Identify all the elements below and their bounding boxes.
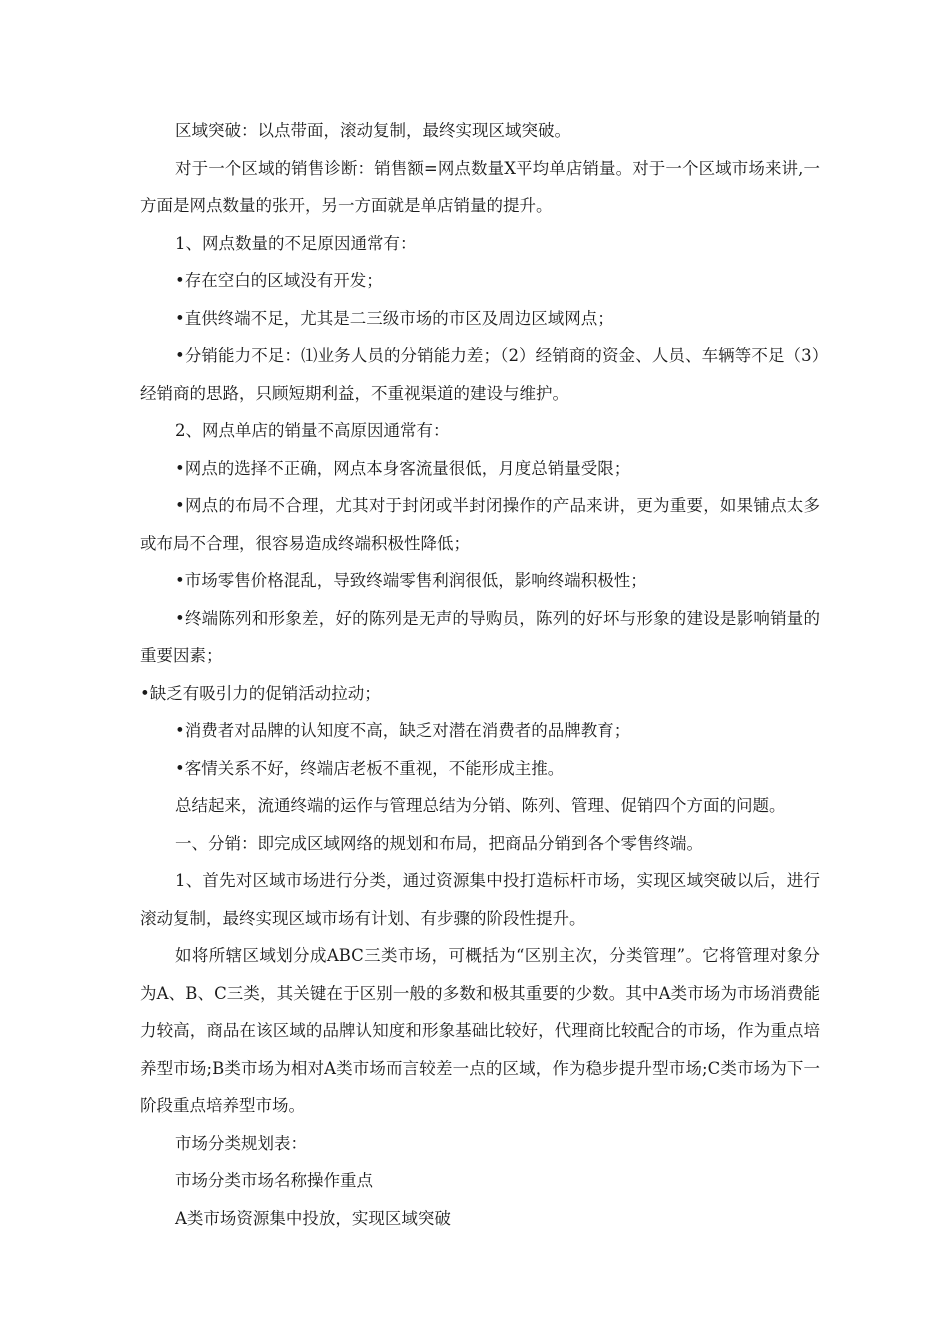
list-item-outlet-layout: •网点的布局不合理，尤其对于封闭或半封闭操作的产品来讲，更为重要，如果铺点太多或布局不合理，很容易造成终端积极性降低； xyxy=(140,496,820,553)
paragraph-summary: 总结起来，流通终端的运作与管理总结为分销、陈列、管理、促销四个方面的问题。 xyxy=(175,796,786,815)
paragraph-market-classification: 1、首先对区域市场进行分类，通过资源集中投打造标杆市场，实现区域突破以后，进行滚动复制，最终实现区域市场有计划、有步骤的阶段性提升。 xyxy=(140,871,820,928)
list-item-distribution-capacity: •分销能力不足：⑴业务人员的分销能力差；（2）经销商的资金、人员、车辆等不足（3）经销商的思路，只顾短期利益，不重视渠道的建设与维护。 xyxy=(140,346,820,403)
list-item-direct-supply: •直供终端不足，尤其是二三级市场的市区及周边区域网点； xyxy=(175,308,614,328)
paragraph-abc-markets: 如将所辖区域划分成ABC三类市场，可概括为“区别主次，分类管理”。它将管理对象分为A、B、C三类，其关键在于区别一般的多数和极其重要的少数。其中A类市场为市场消费能力较高，商品在该区域的品牌认知度和形象基础比较好，代理商比较配合的市场，作为重点培养型市场;B类市场为相对A类市场而言较差一点的区域，作为稳步提升型市场;C类市场为下一阶段重点培养型市场。 xyxy=(140,946,820,1115)
list-item-brand-awareness: •消费者对品牌的认知度不高，缺乏对潜在消费者的品牌教育； xyxy=(175,721,631,740)
table-row-a-market: A类市场资源集中投放，实现区域突破 xyxy=(175,1208,451,1228)
list-item-customer-relations: •客情关系不好，终端店老板不重视，不能形成主推。 xyxy=(175,758,565,778)
list-item-blank-areas: •存在空白的区域没有开发； xyxy=(175,271,383,290)
list-item-promotion: •缺乏有吸引力的促销活动拉动； xyxy=(140,683,381,703)
table-caption: 市场分类规划表： xyxy=(175,1133,307,1153)
list-item-outlet-selection: •网点的选择不正确，网点本身客流量很低，月度总销量受限； xyxy=(175,458,631,478)
paragraph-sales-diagnosis: 对于一个区域的销售诊断：销售额=网点数量X平均单店销量。对于一个区域市场来讲,一方面是网点数量的张开，另一方面就是单店销量的提升。 xyxy=(140,158,820,215)
paragraph-outlet-shortage-heading: 1、网点数量的不足原因通常有： xyxy=(175,233,417,253)
section-heading-distribution: 一、分销：即完成区域网络的规划和布局，把商品分销到各个零售终端。 xyxy=(175,833,703,853)
paragraph-regional-breakthrough: 区域突破：以点带面，滚动复制，最终实现区域突破。 xyxy=(175,121,571,140)
list-item-display-image: •终端陈列和形象差，好的陈列是无声的导购员，陈列的好坏与形象的建设是影响销量的重要因素； xyxy=(140,608,820,665)
table-header-row: 市场分类市场名称操作重点 xyxy=(175,1171,373,1190)
paragraph-store-sales-heading: 2、网点单店的销量不高原因通常有： xyxy=(175,421,450,440)
document-body xyxy=(140,112,820,1237)
list-item-price-chaos: •市场零售价格混乱，导致终端零售利润很低，影响终端积极性； xyxy=(175,571,647,590)
